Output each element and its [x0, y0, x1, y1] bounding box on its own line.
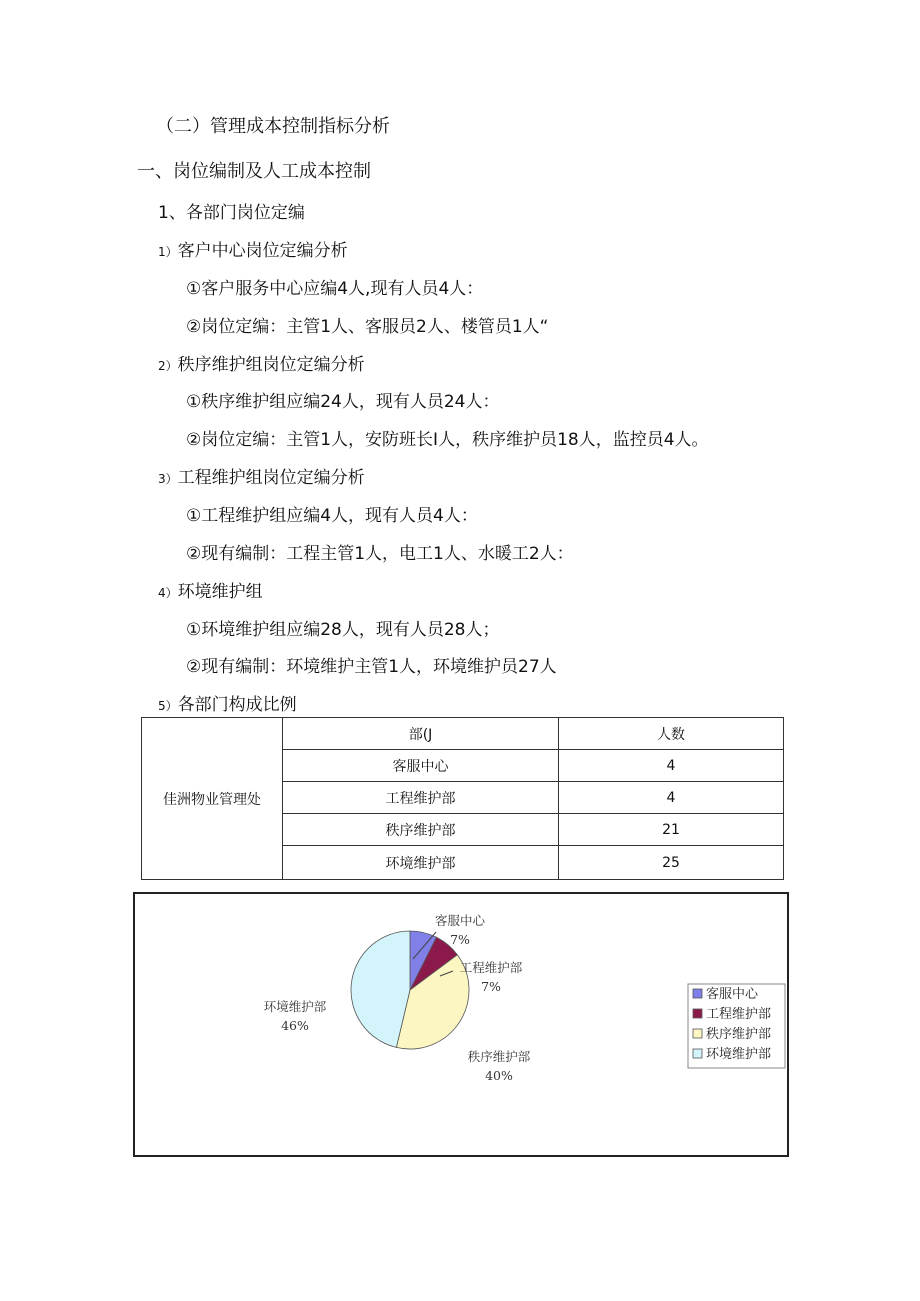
dept-cell: 客服中心	[283, 750, 559, 782]
sub-heading: 1、各部门岗位定编	[158, 203, 305, 223]
section-number: 1）	[158, 245, 178, 259]
count-cell: 25	[559, 846, 784, 880]
section-title-text: 秩序维护组岗位定编分析	[177, 355, 365, 375]
section-line: ②现有编制：工程主管1人，电工1人、水暖工2人：	[186, 544, 574, 564]
slice-label: 工程维护部	[459, 960, 523, 975]
section-line: ①秩序维护组应编24人，现有人员24人：	[186, 392, 500, 412]
section-number: 3）	[158, 472, 178, 486]
count-cell: 4	[559, 750, 784, 782]
section-heading	[158, 467, 365, 490]
section-heading	[158, 354, 365, 377]
section-title-text: 各部门构成比例	[177, 695, 297, 715]
section-title-text: 客户中心岗位定编分析	[177, 241, 348, 261]
slice-label: 客服中心	[434, 913, 486, 928]
section-title-text: 环境维护组	[177, 582, 263, 602]
slice-percent-label: 7%	[481, 979, 501, 994]
count-cell: 4	[559, 782, 784, 814]
section-number: 4）	[158, 586, 178, 600]
legend-label: 客服中心	[706, 987, 759, 1002]
table-header-row	[142, 718, 784, 750]
section-heading	[158, 694, 297, 717]
legend-label: 秩序维护部	[706, 1027, 772, 1042]
section-number: 2）	[158, 359, 178, 373]
slice-label: 秩序维护部	[467, 1049, 531, 1064]
section-heading	[158, 581, 263, 604]
section-line: ②现有编制：环境维护主管1人，环境维护员27人	[186, 657, 557, 677]
section-title: （二）管理成本控制指标分析	[156, 116, 390, 137]
section-line: ②岗位定编：主管1人，安防班长I人，秩序维护员18人，监控员4人。	[186, 430, 709, 450]
legend-swatch	[693, 989, 702, 998]
slice-percent-label: 7%	[450, 932, 470, 947]
section-line: ①工程维护组应编4人，现有人员4人：	[186, 506, 478, 526]
department-table	[141, 717, 784, 880]
legend-swatch	[693, 1009, 702, 1018]
section-title-text: 工程维护组岗位定编分析	[177, 468, 365, 488]
pie-chart-frame	[133, 892, 789, 1157]
dept-cell: 工程维护部	[283, 782, 559, 814]
org-name-cell: 佳洲物业管理处	[142, 718, 283, 880]
section-line: ①客户服务中心应编4人,现有人员4人：	[186, 279, 484, 299]
part-heading: 一、岗位编制及人工成本控制	[137, 161, 371, 182]
legend-label: 环境维护部	[706, 1047, 772, 1062]
table-header-cell: 人数	[559, 718, 784, 750]
count-cell: 21	[559, 814, 784, 846]
section-heading	[158, 240, 348, 263]
pie-chart	[135, 894, 787, 1155]
dept-cell: 环境维护部	[283, 846, 559, 880]
slice-label: 环境维护部	[263, 999, 327, 1014]
slice-percent-label: 46%	[281, 1018, 309, 1033]
table-header-cell: 部(J	[283, 718, 559, 750]
section-number: 5）	[158, 699, 178, 713]
legend-swatch	[693, 1049, 702, 1058]
section-line: ①环境维护组应编28人，现有人员28人；	[186, 620, 500, 640]
slice-percent-label: 40%	[485, 1068, 513, 1083]
section-line: ②岗位定编：主管1人、客服员2人、楼管员1人“	[186, 317, 549, 337]
dept-cell: 秩序维护部	[283, 814, 559, 846]
legend-label: 工程维护部	[706, 1007, 772, 1022]
legend-swatch	[693, 1029, 702, 1038]
